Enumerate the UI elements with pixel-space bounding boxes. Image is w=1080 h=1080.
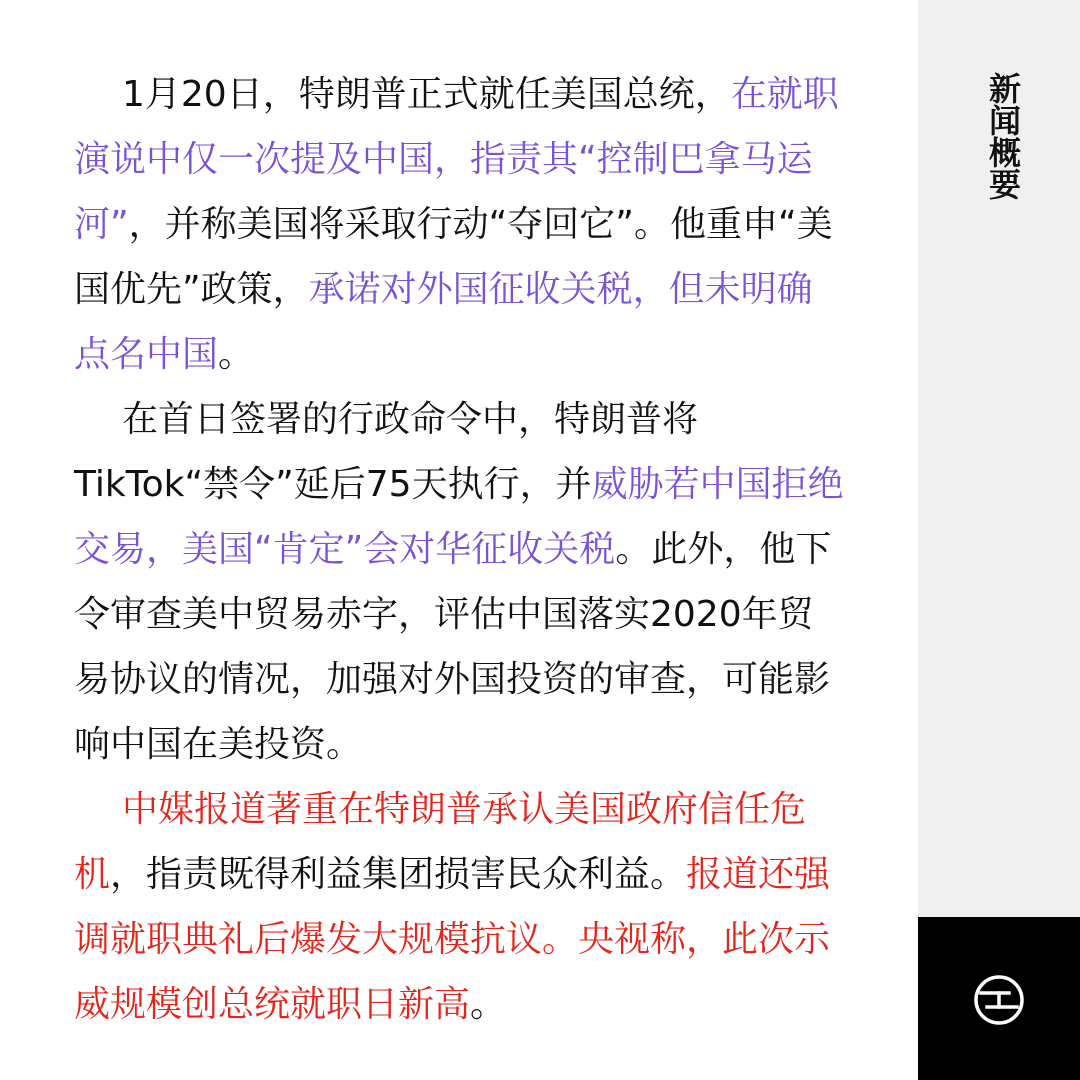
paragraph-3 — [74, 777, 844, 1037]
text-segment: 1月20日，特朗普正式就任美国总统， — [122, 74, 731, 115]
section-title: 新闻概要 — [984, 72, 1022, 200]
highlighted-text-segment: 承诺对外国征收关税，但未明确点名中国 — [74, 269, 813, 375]
text-segment: ，并称美国将采取行动“夺回它”。他重申“美国优先”政策， — [74, 204, 833, 310]
paragraph-1 — [74, 62, 844, 387]
text-segment: 。此外，他下令审查美中贸易赤字，评估中国落实2020年贸易协议的情况，加强对外国投资的审查，可能影响中国在美投资。 — [74, 529, 832, 765]
text-segment: 在首日签署的行政命令中，特朗普将TikTok“禁令”延后75天执行，并 — [74, 399, 699, 505]
text-segment: 。 — [218, 334, 255, 375]
paragraph-2 — [74, 387, 844, 777]
highlighted-text-segment: 中媒报道著重在特朗普承认美国政府信任危机 — [74, 789, 807, 895]
text-segment: 。 — [470, 984, 507, 1025]
highlighted-text-segment: 威胁若中国拒绝交易，美国“肯定”会对华征收关税 — [74, 464, 844, 570]
news-article — [74, 62, 844, 1037]
side-panel — [918, 0, 1080, 917]
highlighted-text-segment: 报道还强调就职典礼后爆发大规模抗议。央视称，此次示威规模创总统就职日新高 — [74, 854, 831, 1025]
highlighted-text-segment: 在就职演说中仅一次提及中国，指责其“控制巴拿马运河” — [74, 74, 839, 245]
text-segment: ，指责既得利益集团损害民众利益。 — [110, 854, 687, 895]
brand-logo-box — [918, 917, 1080, 1080]
circle-logo-icon — [973, 974, 1025, 1026]
